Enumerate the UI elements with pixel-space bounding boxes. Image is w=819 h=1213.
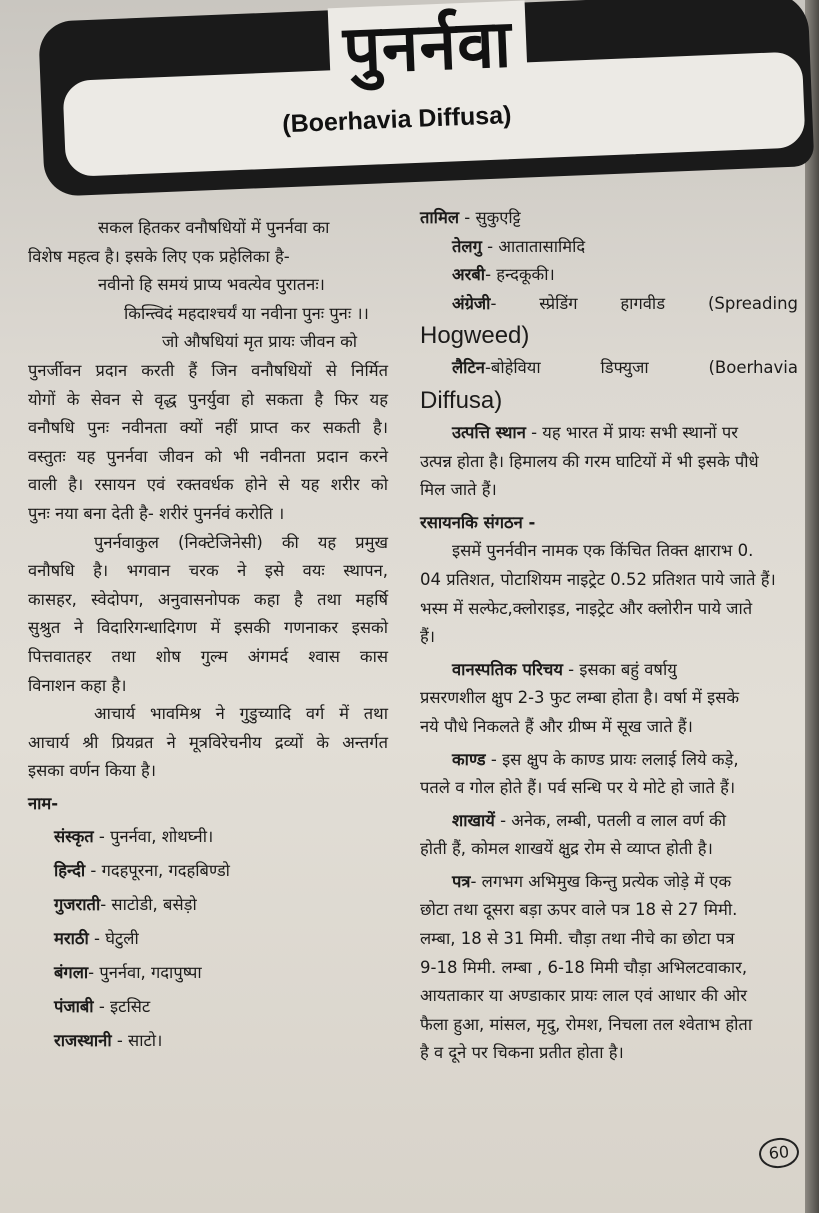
paragraph-line: विनाशन कहा है। (28, 675, 127, 695)
right-column (420, 204, 798, 1068)
paragraph-line: फैला हुआ, मांसल, मृदु, रोमश, निचला तल श्वेताभ होता (420, 1014, 753, 1034)
name-label: तामिल (420, 208, 460, 227)
section-branches (420, 807, 798, 836)
paragraph-line: वाली है। रसायन एवं रक्तवर्धक होने से यह शरीर को (28, 475, 388, 495)
paragraph-line: लम्बा, 18 से 31 मिमी. चौड़ा तथा नीचे का छोटा पत्र (420, 929, 735, 949)
name-entry (420, 290, 798, 319)
title-banner (38, 0, 814, 197)
paragraph-line: पुनर्नवाकुल (निक्टेजिनेसी) की यह प्रमुख (94, 532, 388, 552)
verse-line: नवीनो हि समयं प्राप्य भवत्येव पुरातनः। (98, 275, 325, 295)
section-botany (420, 656, 798, 685)
paragraph-line: छोटा तथा दूसरा बड़ा ऊपर वाले पत्र 18 से 27 मिमी. (420, 900, 738, 920)
paragraph-line: भस्म में सल्फेट,क्लोराइड, नाइट्रेट और क्लोरीन पाये जाते (420, 598, 753, 618)
name-label: हिन्दी (54, 861, 86, 881)
names-heading: नाम- (28, 793, 59, 813)
paragraph-line: इसमें पुनर्नवीन नामक एक किंचित तिक्त क्षाराभ 0. (452, 541, 754, 561)
section-text: - अनेक, लम्बी, पतली व लाल वर्ण की (494, 810, 727, 830)
section-origin (420, 419, 798, 448)
name-entry (28, 958, 388, 988)
paragraph-line: पतले व गोल होते हैं। पर्व सन्धि पर ये मोटे हो जाते हैं। (420, 778, 736, 798)
name-entry (28, 924, 388, 954)
name-label: गुजराती (54, 895, 101, 915)
name-entry (28, 890, 388, 920)
section-text: - यह भारत में प्रायः सभी स्थानों पर (525, 422, 739, 442)
section-text: - इस क्षुप के काण्ड प्रायः ललाई लिये कड़े, (485, 749, 739, 769)
name-label: तेलगु (452, 236, 482, 256)
name-value: - आतातासामिदि (481, 236, 586, 256)
paragraph-line: उत्पन्न होता है। हिमालय की गरम घाटियों में भी इसके पौधे (420, 451, 759, 471)
name-entry (420, 204, 798, 233)
name-label: संस्कृत (54, 827, 94, 847)
paragraph-line: वनौषधि है। भगवान चरक ने इसे वयः स्थापन, (28, 561, 388, 581)
paragraph-line: आयताकार या अण्डाकार प्रायः लाल एवं आधार की ओर (420, 986, 747, 1006)
name-label: अंग्रेजी (452, 293, 491, 313)
book-spine (805, 0, 819, 1213)
paragraph-line: पुनर्जीवन प्रदान करती हैं जिन वनौषधियों से निर्मित (28, 360, 388, 380)
page-title: पुनर्नवा (328, 0, 528, 94)
name-value: - हन्दकूकी। (485, 265, 555, 285)
paragraph-line: वस्तुतः यह पुनर्नवा जीवन को भी नवीनता प्रदान करने (28, 446, 388, 466)
paragraph-line: योगों के सेवन से वृद्ध पुनर्युवा हो सकता है फिर यह (28, 389, 388, 409)
verse-line: किन्त्विदं महदाश्चर्यं या नवीना पुनः पुनः ।। (124, 303, 369, 323)
section-text: - इसका बहुं वर्षायु (562, 659, 677, 679)
name-value-cont: Diffusa) (420, 386, 503, 414)
paragraph-line: आचार्य भावमिश्र ने गुडुच्यादि वर्ग में तथा (94, 704, 388, 724)
name-entry (28, 856, 388, 886)
name-value: - घेटुली (88, 929, 139, 949)
names-list (28, 822, 388, 1056)
name-value: -बोहेविया डिफ्युजा (Boerhavia (484, 358, 798, 378)
paragraph-line: होती हैं, कोमल शाखयें क्षुद्र रोम से व्याप्त होती है। (420, 839, 713, 859)
name-value: - इटसिट (93, 997, 151, 1017)
name-label: राजस्थानी (54, 1031, 112, 1051)
paragraph-line: प्रसरणशील क्षुप 2-3 फुट लम्बा होता है। वर्षा में इसके (420, 688, 740, 708)
paragraph-line: नये पौधे निकलते हैं और ग्रीष्म में सूख जाते हैं। (420, 716, 693, 736)
name-entry (28, 822, 388, 852)
paragraph-line: जो औषधियां मृत प्रायः जीवन को (162, 332, 358, 352)
name-entry (28, 992, 388, 1022)
name-entry (420, 354, 798, 383)
name-label: पंजाबी (54, 997, 94, 1017)
section-text: - लगभग अभिमुख किन्तु प्रत्येक जोड़े में एक (470, 871, 732, 891)
paragraph-line: 04 प्रतिशत, पोटाशियम नाइट्रेट 0.52 प्रतिशत पाये जाते हैं। (420, 569, 776, 589)
paragraph-line: पुनः नया बना देती है- शरीरं पुनर्नवं करोति । (28, 503, 285, 523)
left-column (28, 214, 388, 1060)
name-label: मराठी (54, 929, 89, 949)
name-value: - पुनर्नवा, गदापुष्पा (88, 963, 202, 983)
paragraph-line: मिल जाते हैं। (420, 480, 497, 500)
paragraph-line: हैं। (420, 627, 436, 647)
name-value-cont: Hogweed) (420, 322, 530, 350)
name-label: अरबी (452, 265, 486, 285)
name-entry (420, 233, 798, 262)
paragraph-line: 9-18 मिमी. लम्बा , 6-18 मिमी चौड़ा अभिलटवाकार, (420, 957, 748, 977)
page-subtitle: (Boerhavia Diffusa) (281, 101, 512, 139)
section-label: उत्पत्ति स्थान (452, 422, 526, 442)
section-leaves (420, 868, 798, 897)
name-label: लैटिन (452, 358, 485, 378)
name-value: - साटोडी, बसेड़ो (100, 895, 197, 915)
section-label: पत्र (452, 871, 471, 891)
paragraph-line: पित्तवातहर तथा शोष गुल्म अंगमर्द श्वास कास (28, 646, 388, 666)
name-value: - पुनर्नवा, शोथघ्नी। (93, 827, 214, 847)
section-label: काण्ड (452, 749, 486, 769)
paragraph-line: इसका वर्णन किया है। (28, 761, 157, 781)
section-stem (420, 746, 798, 775)
intro-line: विशेष महत्व है। इसके लिए एक प्रहेलिका है- (28, 246, 290, 266)
name-entry (28, 1026, 388, 1056)
paragraph-line: कासहर, स्वेदोपग, अनुवासनोपक कहा है तथा महर्षि (28, 589, 388, 609)
paragraph-line: सुश्रुत ने विदारिगन्धादिगण में इसकी गणनाकर इसको (28, 618, 388, 638)
paragraph-line: वनौषधि पुनः नवीनता क्यों नहीं प्राप्त कर सकती है। (28, 418, 388, 438)
page-number: 60 (758, 1136, 801, 1170)
section-label: वानस्पतिक परिचय (452, 659, 563, 679)
section-heading: रसायनकि संगठन - (420, 512, 536, 532)
name-value: - सुकुएट्टि (459, 208, 521, 227)
intro-line: सकल हितकर वनौषधियों में पुनर्नवा का (98, 218, 330, 237)
name-value: - स्प्रेडिंग हागवीड (Spreading (490, 293, 798, 313)
name-label: बंगला (54, 963, 89, 983)
name-value: - गदहपूरना, गदहबिण्डो (85, 861, 230, 881)
paragraph-line: है व दूने पर चिकना प्रतीत होता है। (420, 1043, 624, 1063)
paragraph-line: आचार्य श्री प्रियव्रत ने मूत्रविरेचनीय द्रव्यों के अन्तर्गत (28, 732, 388, 752)
section-label: शाखायें (452, 810, 495, 830)
name-value: - साटो। (111, 1031, 163, 1051)
name-entry (420, 261, 798, 290)
